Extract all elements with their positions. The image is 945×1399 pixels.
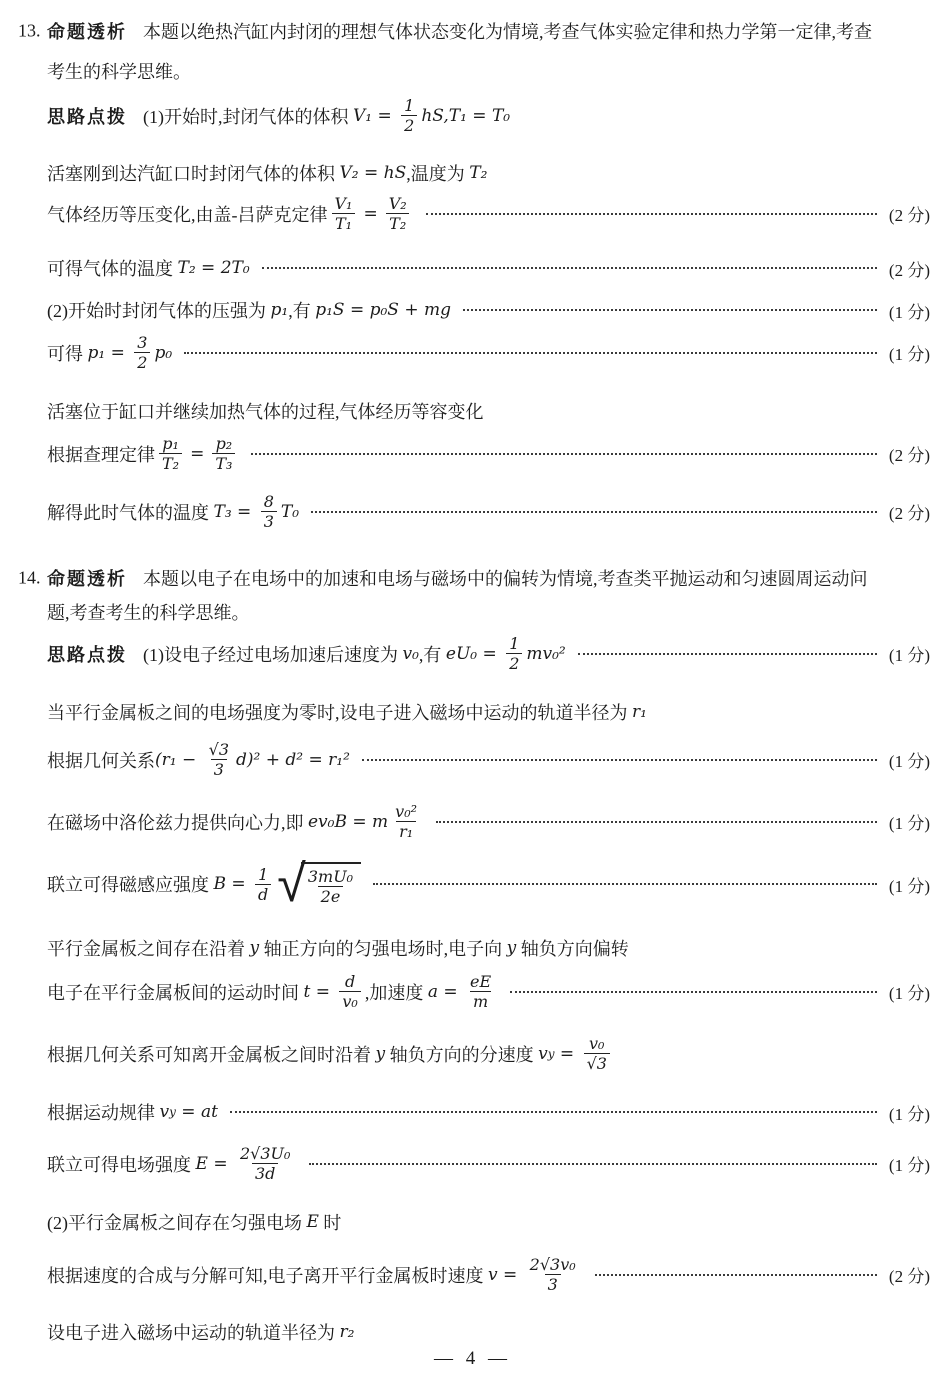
p14-step-field-direction xyxy=(47,935,930,961)
math-expression: a = xyxy=(427,981,464,1002)
math-expression: d)² + d² = r₁² xyxy=(236,749,350,770)
fraction-denominator: 2 xyxy=(401,115,417,135)
fraction-denominator: T₂ xyxy=(386,213,409,233)
problem-number: 13. xyxy=(18,20,41,41)
score-badge: (1 分) xyxy=(888,302,930,322)
radicand xyxy=(301,862,361,906)
step-text: 在磁场中洛伦兹力提供向心力,即 xyxy=(47,812,308,833)
step-text: ,有 xyxy=(418,644,446,665)
math-expression: p₁S = p₀S + mg xyxy=(315,300,451,320)
fraction-numerator: 2√3v₀ xyxy=(529,1255,576,1274)
fraction-numerator: 8 xyxy=(263,492,274,511)
fraction-denominator: m xyxy=(470,991,491,1011)
p14-step-part2-intro xyxy=(47,1209,930,1235)
dotted-leader xyxy=(578,653,877,655)
math-expression: r₂ xyxy=(339,1322,355,1342)
math-expression: p₁ xyxy=(270,300,289,320)
p13-intro-line1 xyxy=(18,18,930,44)
math-variable: v xyxy=(538,1043,548,1064)
fraction xyxy=(386,194,410,233)
equals-sign: = xyxy=(363,203,378,224)
p14-step-motion-law xyxy=(47,1099,930,1125)
score-badge: (2 分) xyxy=(888,206,930,226)
fraction-denominator: d xyxy=(255,884,271,904)
fraction xyxy=(206,740,232,779)
step-text: 可得气体的温度 xyxy=(47,259,178,279)
score-badge: (2 分) xyxy=(888,504,930,524)
fraction xyxy=(584,1034,610,1073)
fraction xyxy=(392,802,420,841)
math-expression: B = xyxy=(213,874,252,895)
step-text: 根据运动规律 xyxy=(47,1103,160,1123)
score-badge: (2 分) xyxy=(888,260,930,280)
score-badge: (1 分) xyxy=(888,814,930,834)
math-expression: t = xyxy=(303,981,336,1002)
step-text: 设电子进入磁场中运动的轨道半径为 xyxy=(47,1323,340,1343)
dotted-leader xyxy=(184,352,877,354)
score-badge: (1 分) xyxy=(888,752,930,772)
dotted-leader xyxy=(595,1274,877,1276)
fraction-denominator: T₃ xyxy=(212,453,235,473)
p13-intro-line2 xyxy=(47,58,930,84)
p13-step-pressure-balance xyxy=(47,297,930,323)
fraction xyxy=(401,96,417,135)
math-expression: y xyxy=(375,1043,386,1064)
p14-step-radius-r1 xyxy=(47,699,930,725)
math-expression: = at xyxy=(175,1102,218,1122)
fraction xyxy=(159,434,182,473)
math-expression: v₀ xyxy=(402,643,419,664)
step-text: 轴负方向偏转 xyxy=(516,939,629,959)
fraction-numerator: eE xyxy=(470,972,492,991)
fraction-numerator: v₀ xyxy=(589,1034,605,1053)
fraction-denominator: r₁ xyxy=(396,821,416,841)
p14-step-y-velocity xyxy=(47,1034,930,1073)
step-text: 活塞位于缸口并继续加热气体的过程,气体经历等容变化 xyxy=(47,402,484,422)
fraction xyxy=(261,492,277,531)
p14-step-lorentz-force xyxy=(47,802,930,841)
step-text: 根据查理定律 xyxy=(47,444,155,465)
step-text: ,有 xyxy=(288,301,316,321)
fraction-denominator: 2e xyxy=(318,886,344,906)
fraction xyxy=(305,867,356,906)
fraction-numerator: d xyxy=(344,972,356,991)
fraction-numerator: p₁ xyxy=(162,434,179,453)
step-text: 根据速度的合成与分解可知,电子离开平行金属板时速度 xyxy=(47,1265,488,1286)
intro-text: 题,考查考生的科学思维。 xyxy=(47,603,250,623)
intro-text: 考生的科学思维。 xyxy=(47,62,191,82)
step-text: (2)平行金属板之间存在匀强电场 xyxy=(47,1213,307,1233)
variable-subscript: y xyxy=(169,1105,176,1119)
math-expression: v = xyxy=(488,1264,523,1285)
step-text: 时 xyxy=(318,1213,342,1233)
radical-sign-icon: √ xyxy=(277,854,306,915)
score-badge: (2 分) xyxy=(888,1267,930,1287)
analysis-label: 命题透析 xyxy=(47,569,127,589)
dotted-leader xyxy=(262,267,877,269)
step-text: 解得此时气体的温度 xyxy=(47,502,214,523)
step-text: 当平行金属板之间的电场强度为零时,设电子进入磁场中运动的轨道半径为 xyxy=(47,703,632,723)
score-badge: (1 分) xyxy=(888,1104,930,1124)
dotted-leader xyxy=(510,991,877,993)
analysis-label: 命题透析 xyxy=(47,22,127,42)
step-text: 平行金属板之间存在沿着 xyxy=(47,939,250,959)
math-expression: p₁ = xyxy=(87,342,131,363)
fraction-denominator: T₂ xyxy=(159,453,182,473)
p13-step-charles-law xyxy=(47,434,930,473)
step-text: 电子在平行金属板间的运动时间 xyxy=(47,982,304,1003)
math-expression: hS,T₁ = T₀ xyxy=(421,105,511,126)
step-text: (2)开始时封闭气体的压强为 xyxy=(47,301,271,321)
math-expression: (r₁ − xyxy=(155,749,202,770)
equals-sign: = xyxy=(554,1043,580,1064)
math-expression: r₁ xyxy=(632,702,647,722)
p14-intro-line1 xyxy=(18,565,930,591)
step-text: 轴负方向的分速度 xyxy=(385,1044,539,1065)
fraction-numerator: v₀² xyxy=(395,802,418,821)
p13-step-piston-volume xyxy=(47,160,930,186)
math-expression: T₀ xyxy=(280,501,300,522)
step-text: 根据几何关系 xyxy=(47,750,155,771)
math-expression: T₃ = xyxy=(213,501,257,522)
dotted-leader xyxy=(311,511,877,513)
fraction xyxy=(506,634,522,673)
problem-number: 14. xyxy=(18,567,41,588)
step-text: 联立可得磁感应强度 xyxy=(47,875,214,896)
math-variable: v xyxy=(159,1102,170,1122)
score-badge: (2 分) xyxy=(888,446,930,466)
score-badge: (1 分) xyxy=(888,876,930,896)
fraction xyxy=(467,972,494,1011)
step-text: 可得 xyxy=(47,343,88,364)
hint-label: 思路点拨 xyxy=(47,644,127,665)
hint-label: 思路点拨 xyxy=(47,106,127,127)
p13-step-initial-volume xyxy=(47,96,930,135)
fraction xyxy=(527,1255,579,1294)
math-expression: y xyxy=(506,938,517,958)
dotted-leader xyxy=(362,759,877,761)
fraction-denominator: v₀ xyxy=(339,991,360,1011)
score-badge: (1 分) xyxy=(888,984,930,1004)
variable-subscript: y xyxy=(547,1046,555,1061)
intro-text: 本题以绝热汽缸内封闭的理想气体状态变化为情境,考查气体实验定律和热力学第一定律,考查 xyxy=(143,22,872,42)
fraction xyxy=(339,972,360,1011)
fraction-denominator: 2 xyxy=(506,653,522,673)
fraction-numerator: 2√3U₀ xyxy=(239,1144,291,1163)
math-expression: V₁ = xyxy=(353,105,398,126)
math-expression: T₂ xyxy=(469,163,488,183)
square-root xyxy=(277,854,361,915)
p14-step-time-acceleration xyxy=(47,972,930,1011)
p13-step-temperature-t2 xyxy=(47,255,930,281)
step-text: 活塞刚到达汽缸口时封闭气体的体积 xyxy=(47,164,340,184)
step-text: 联立可得电场强度 xyxy=(47,1154,196,1175)
step-text: (1)开始时,封闭气体的体积 xyxy=(143,106,353,127)
dotted-leader xyxy=(309,1163,877,1165)
math-expression: T₂ = 2T₀ xyxy=(177,258,250,278)
dotted-leader xyxy=(426,213,877,215)
fraction-numerator: 1 xyxy=(404,96,415,115)
math-expression: V₂ = hS xyxy=(339,163,407,183)
p13-step-pressure-result xyxy=(47,333,930,372)
fraction-denominator: 3d xyxy=(252,1163,278,1183)
page-number: — 4 — xyxy=(434,1348,511,1369)
math-expression: eU₀ = xyxy=(445,643,503,664)
dotted-leader xyxy=(463,309,877,311)
p14-step-electric-field xyxy=(47,1144,930,1183)
score-badge: (1 分) xyxy=(888,1156,930,1176)
fraction-denominator: 3 xyxy=(545,1274,561,1294)
dotted-leader xyxy=(373,883,877,885)
step-text: 气体经历等压变化,由盖-吕萨克定律 xyxy=(47,204,328,225)
p13-step-isochoric xyxy=(47,398,930,424)
p13-step-temperature-t3 xyxy=(47,492,930,531)
math-expression: ev₀B = m xyxy=(308,811,389,832)
equals-sign: = xyxy=(190,443,205,464)
score-badge: (1 分) xyxy=(888,646,930,666)
math-expression: E = xyxy=(195,1153,233,1174)
math-expression: y xyxy=(249,938,260,958)
fraction-denominator: 3 xyxy=(211,759,227,779)
step-text: (1)设电子经过电场加速后速度为 xyxy=(143,644,403,665)
fraction-numerator: p₂ xyxy=(215,434,233,453)
dotted-leader xyxy=(436,821,877,823)
fraction-numerator: 1 xyxy=(509,634,520,653)
dotted-leader xyxy=(230,1111,877,1113)
fraction xyxy=(332,194,356,233)
math-expression: mv₀² xyxy=(526,643,566,664)
p14-step-acceleration-work xyxy=(47,634,930,673)
fraction-denominator: T₁ xyxy=(332,213,355,233)
math-expression: E xyxy=(306,1212,319,1232)
p13-step-gay-lussac xyxy=(47,194,930,233)
fraction-numerator: 3mU₀ xyxy=(307,867,354,886)
fraction-numerator: V₂ xyxy=(388,194,407,213)
step-text: 轴正方向的匀强电场时,电子向 xyxy=(259,939,507,959)
step-text: ,温度为 xyxy=(406,164,470,184)
step-text: ,加速度 xyxy=(364,982,428,1003)
p14-step-geometry-1 xyxy=(47,740,930,779)
score-badge: (1 分) xyxy=(888,345,930,365)
fraction-denominator: 2 xyxy=(134,352,150,372)
p14-intro-line2 xyxy=(47,599,930,625)
fraction-numerator: V₁ xyxy=(334,194,353,213)
fraction xyxy=(237,1144,293,1183)
intro-text: 本题以电子在电场中的加速和电场与磁场中的偏转为情境,考查类平抛运动和匀速圆周运动问 xyxy=(143,569,868,589)
fraction-denominator: √3 xyxy=(584,1053,610,1073)
fraction-numerator: 3 xyxy=(137,333,148,352)
fraction xyxy=(212,434,235,473)
fraction xyxy=(134,333,150,372)
math-expression: p₀ xyxy=(154,342,173,363)
step-text: 根据几何关系可知离开金属板之间时沿着 xyxy=(47,1044,376,1065)
fraction xyxy=(255,865,271,904)
fraction-numerator: 1 xyxy=(258,864,269,884)
p14-step-radius-r2 xyxy=(47,1319,930,1345)
dotted-leader xyxy=(251,453,876,455)
p14-step-magnetic-field xyxy=(47,854,930,915)
fraction-numerator: √3 xyxy=(208,740,230,759)
fraction-denominator: 3 xyxy=(261,511,277,531)
p14-step-velocity-composition xyxy=(47,1255,930,1294)
